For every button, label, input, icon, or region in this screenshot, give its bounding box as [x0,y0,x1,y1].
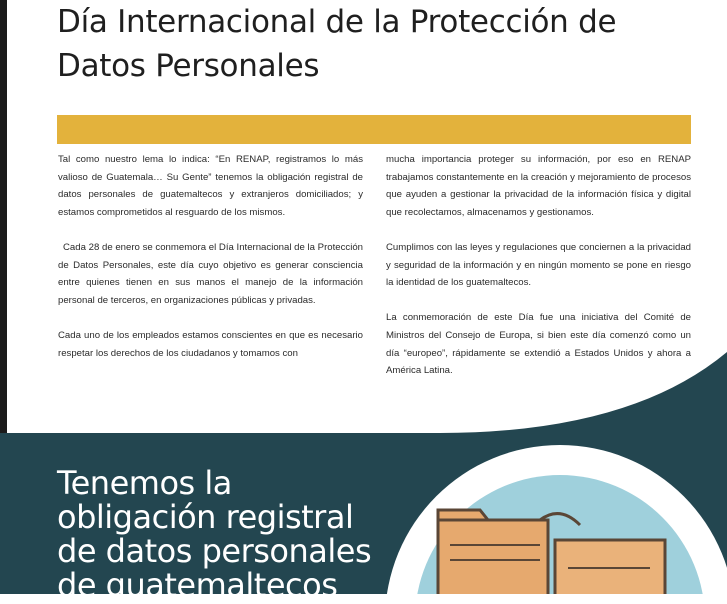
headline-line: Tenemos la [57,464,232,502]
paragraph: Cumplimos con las leyes y regulaciones que conciernen a la privacidad y seguridad de la información y en ningún momento se pone en riesgo la identidad de los guatemaltecos. [386,241,691,289]
article-title: Día Internacional de la Protección de Datos Personales [57,4,617,84]
headline-line: obligación registral [57,498,354,536]
paragraph: Tal como nuestro lema lo indica: “En RENAP, registramos lo más valioso de Guatemala… Su Gente” tenemos la obligación registral de datos personales de guatemaltecos y extranjeros domiciliados; y estamos comprometidos al resguardo de los mismos. [58,154,363,218]
headline-line: de guatemaltecos [57,566,338,604]
paragraph: Cada 28 de enero se conmemora el Día Internacional de la Protección de Datos Personales, este día cuyo objetivo es generar consciencia entre quienes tienen en sus manos el manejo de la información personal de terceros, en organizaciones públicas y privadas. [58,241,363,306]
headline-line: de datos personales [57,532,372,570]
callout-headline [57,466,397,602]
paragraph: La conmemoración de este Día fue una iniciativa del Comité de Ministros del Consejo de Europa, si bien este día comenzó como un día “europeo”, rápidamente se extendió a Estados Unidos y ahora a América Latina. [386,312,691,377]
paragraph: mucha importancia proteger su información, por eso en RENAP trabajamos constantemente en la creación y mejoramiento de procesos que ayuden a gestionar la privacidad de la información física y digital que recolectamos, almacenamos y gestionamos. [386,154,691,218]
paragraph: Cada uno de los empleados estamos conscientes en que es necesario respetar los derechos de los ciudadanos y tomamos con [58,329,363,359]
